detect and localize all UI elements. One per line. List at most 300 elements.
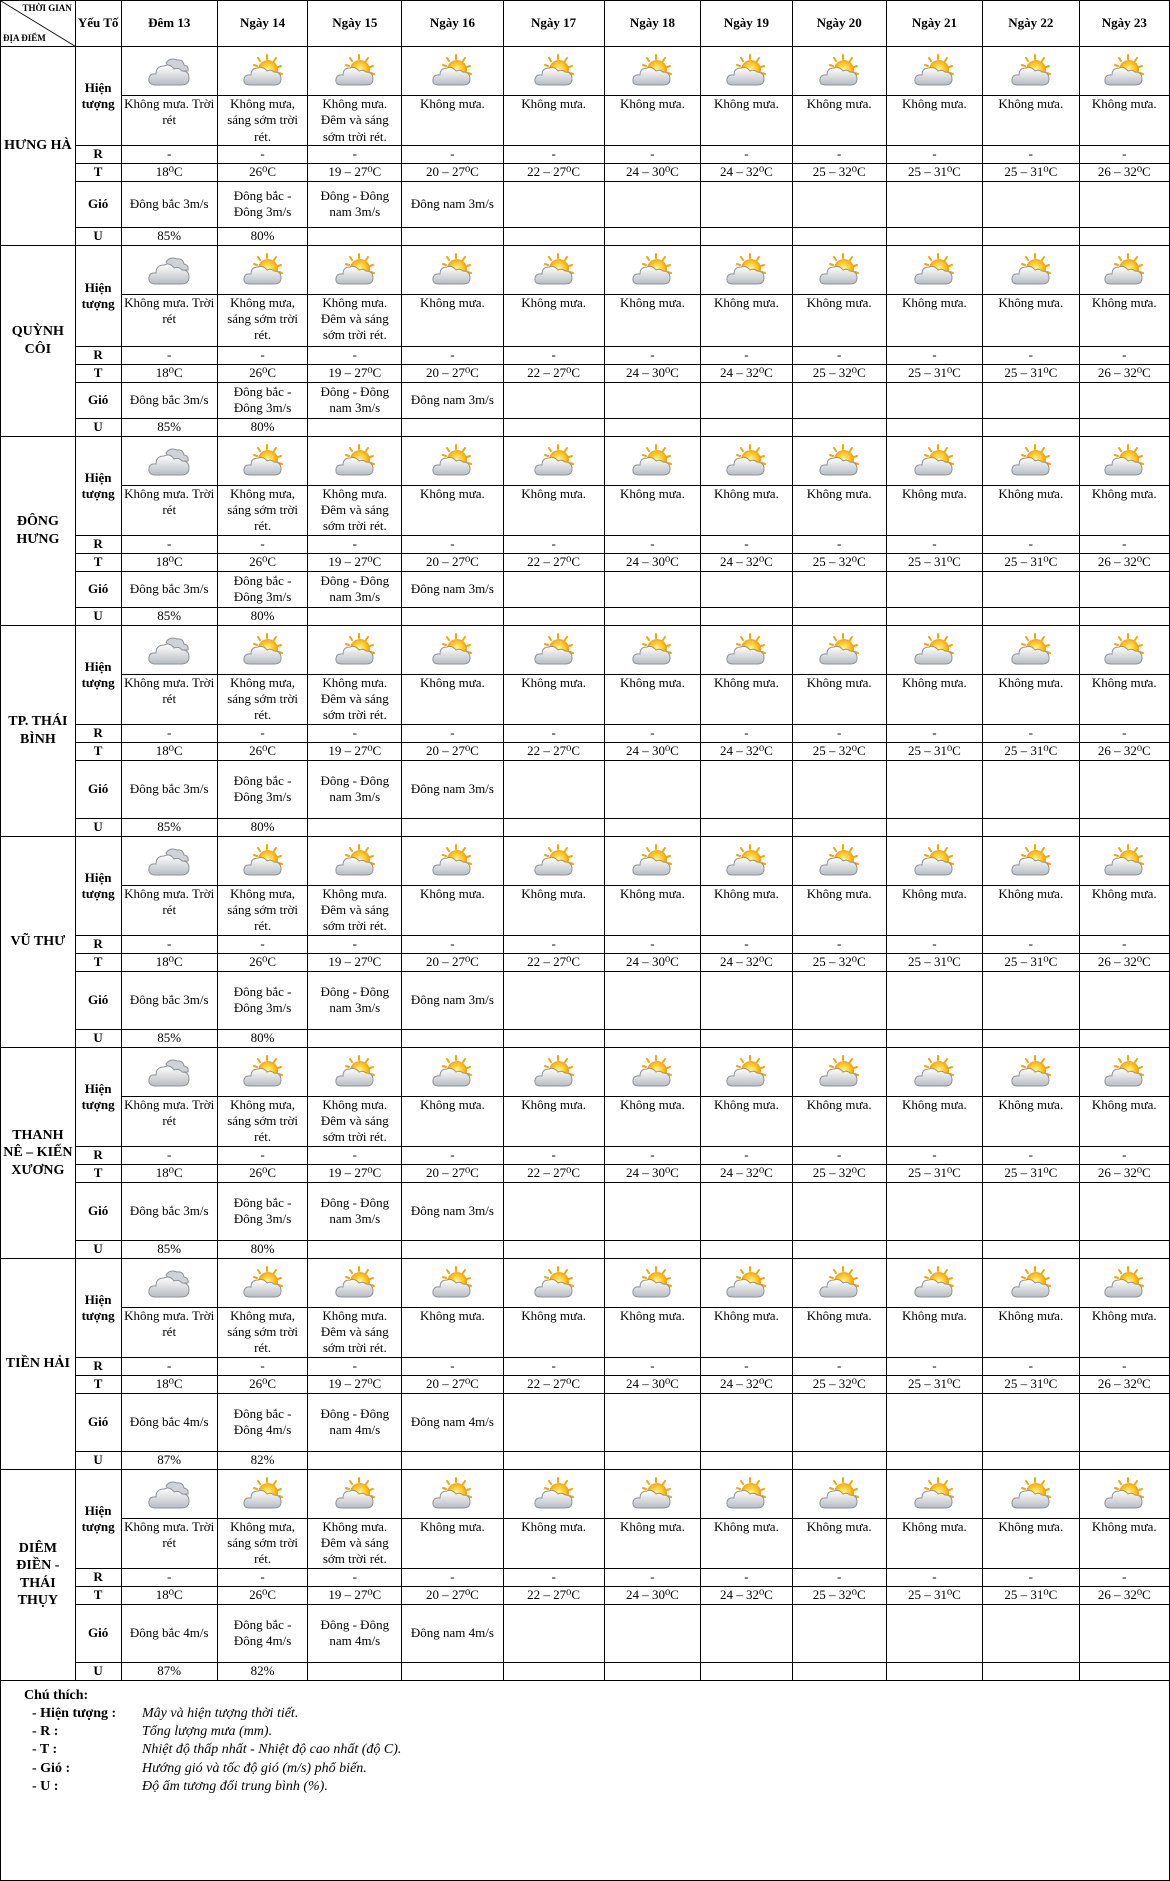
- phenomenon-cell: Không mưa.: [503, 96, 604, 146]
- legend-value: Tổng lượng mưa (mm).: [142, 1724, 273, 1740]
- cloudy-icon: [146, 1054, 192, 1090]
- temp-cell: 22 – 27⁰C: [503, 742, 604, 760]
- phenomenon-cell: Không mưa. Đêm và sáng sớm trời rét.: [308, 1096, 402, 1146]
- partly-sunny-icon: [1008, 632, 1054, 668]
- factor-label-rain: R: [75, 535, 121, 553]
- partly-sunny-icon: [240, 1054, 286, 1090]
- humidity-cell: [701, 1451, 793, 1469]
- phenomenon-cell: Không mưa.: [1079, 885, 1169, 935]
- phenomenon-cell: Không mưa.: [983, 1518, 1079, 1568]
- phenomenon-cell: Không mưa.: [886, 885, 982, 935]
- weather-icon-cell: [503, 836, 604, 885]
- humidity-row: [1, 1451, 1170, 1469]
- station-name: DIÊM ĐIỀN - THÁI THỤY: [1, 1469, 76, 1680]
- partly-sunny-icon: [723, 252, 769, 288]
- rain-cell: -: [1079, 935, 1169, 953]
- phenomenon-cell: Không mưa.: [1079, 1518, 1169, 1568]
- rain-cell: -: [886, 1357, 982, 1375]
- weather-icon-cell: [308, 436, 402, 485]
- rain-cell: -: [1079, 346, 1169, 364]
- phenomenon-cell: Không mưa.: [503, 1096, 604, 1146]
- factor-label-rain: R: [75, 346, 121, 364]
- phenomenon-cell: Không mưa.: [701, 294, 793, 346]
- rain-cell: -: [503, 1568, 604, 1586]
- temp-cell: 24 – 32⁰C: [701, 364, 793, 382]
- humidity-cell: [701, 227, 793, 245]
- wind-cell: [792, 1182, 886, 1240]
- phenomenon-cell: Không mưa.: [701, 1096, 793, 1146]
- temp-cell: 25 – 31⁰C: [886, 553, 982, 571]
- temp-cell: 20 – 27⁰C: [402, 553, 503, 571]
- rain-cell: -: [217, 145, 307, 163]
- phenomenon-cell: Không mưa.: [886, 674, 982, 724]
- wind-cell: [604, 571, 700, 607]
- wind-cell: Đông - Đông nam 3m/s: [308, 1182, 402, 1240]
- factor-label-humidity: U: [75, 418, 121, 436]
- temp-cell: 25 – 32⁰C: [792, 553, 886, 571]
- humidity-cell: [402, 607, 503, 625]
- wind-cell: [604, 971, 700, 1029]
- phenomenon-cell: Không mưa.: [886, 1096, 982, 1146]
- humidity-cell: [604, 1029, 700, 1047]
- station-icon-row: [1, 1469, 1170, 1518]
- wind-cell: [701, 181, 793, 227]
- wind-cell: [1079, 760, 1169, 818]
- legend-value: Mây và hiện tượng thời tiết.: [142, 1705, 299, 1721]
- rain-row: [1, 346, 1170, 364]
- phenomenon-cell: Không mưa, sáng sớm trời rét.: [217, 485, 307, 535]
- temp-cell: 18⁰C: [121, 1375, 217, 1393]
- phenomenon-cell: Không mưa.: [886, 96, 982, 146]
- temp-cell: 19 – 27⁰C: [308, 953, 402, 971]
- rain-cell: -: [217, 935, 307, 953]
- weather-icon-cell: [792, 1258, 886, 1307]
- humidity-row: [1, 818, 1170, 836]
- weather-icon-cell: [701, 1258, 793, 1307]
- phenomenon-cell: Không mưa.: [792, 674, 886, 724]
- factor-label-humidity: U: [75, 1240, 121, 1258]
- temp-cell: 26 – 32⁰C: [1079, 1375, 1169, 1393]
- humidity-cell: [886, 1662, 982, 1680]
- wind-cell: Đông - Đông nam 3m/s: [308, 181, 402, 227]
- humidity-cell: 87%: [121, 1662, 217, 1680]
- temp-cell: 26 – 32⁰C: [1079, 742, 1169, 760]
- temp-cell: 26⁰C: [217, 1586, 307, 1604]
- wind-cell: Đông - Đông nam 3m/s: [308, 571, 402, 607]
- rain-row: [1, 724, 1170, 742]
- weather-icon-cell: [983, 1469, 1079, 1518]
- phenomenon-cell: Không mưa.: [402, 96, 503, 146]
- weather-icon-cell: [217, 47, 307, 96]
- legend-key: - T :: [32, 1742, 58, 1758]
- wind-cell: Đông bắc - Đông 3m/s: [217, 181, 307, 227]
- rain-cell: -: [308, 535, 402, 553]
- factor-label-humidity: U: [75, 607, 121, 625]
- wind-row: [1, 181, 1170, 227]
- partly-sunny-icon: [531, 53, 577, 89]
- day-header: Ngày 18: [604, 1, 700, 47]
- temp-cell: 25 – 31⁰C: [983, 1164, 1079, 1182]
- phenomenon-cell: Không mưa. Trời rét: [121, 485, 217, 535]
- rain-cell: -: [983, 1357, 1079, 1375]
- humidity-cell: [792, 418, 886, 436]
- humidity-cell: 87%: [121, 1451, 217, 1469]
- rain-cell: -: [983, 724, 1079, 742]
- temp-cell: 26 – 32⁰C: [1079, 1164, 1169, 1182]
- humidity-cell: [792, 818, 886, 836]
- phenomenon-cell: Không mưa. Đêm và sáng sớm trời rét.: [308, 485, 402, 535]
- humidity-cell: [1079, 1029, 1169, 1047]
- weather-icon-cell: [604, 625, 700, 674]
- factor-label-wind: Gió: [75, 571, 121, 607]
- humidity-cell: [792, 227, 886, 245]
- weather-icon-cell: [121, 47, 217, 96]
- humidity-cell: 85%: [121, 1029, 217, 1047]
- rain-cell: -: [792, 724, 886, 742]
- humidity-cell: [604, 1451, 700, 1469]
- phenomenon-cell: Không mưa.: [983, 1096, 1079, 1146]
- wind-cell: [701, 1604, 793, 1662]
- partly-sunny-icon: [332, 252, 378, 288]
- partly-sunny-icon: [531, 843, 577, 879]
- partly-cloudy-icon: [911, 252, 957, 288]
- humidity-cell: [792, 607, 886, 625]
- phenomenon-cell: Không mưa.: [604, 1096, 700, 1146]
- humidity-cell: [308, 818, 402, 836]
- partly-sunny-icon: [1008, 1265, 1054, 1301]
- humidity-cell: [503, 607, 604, 625]
- temp-cell: 25 – 32⁰C: [792, 953, 886, 971]
- humidity-cell: [604, 1662, 700, 1680]
- phenomenon-cell: Không mưa.: [886, 1518, 982, 1568]
- partly-sunny-icon: [816, 443, 862, 479]
- humidity-row: [1, 418, 1170, 436]
- humidity-cell: [503, 227, 604, 245]
- humidity-cell: [983, 1662, 1079, 1680]
- rain-cell: -: [983, 935, 1079, 953]
- weather-icon-cell: [308, 47, 402, 96]
- temp-cell: 25 – 31⁰C: [983, 1586, 1079, 1604]
- partly-sunny-icon: [1101, 53, 1147, 89]
- wind-cell: Đông nam 3m/s: [402, 760, 503, 818]
- humidity-cell: [983, 1240, 1079, 1258]
- wind-cell: [1079, 971, 1169, 1029]
- station-name: THANH NÊ – KIẾN XƯƠNG: [1, 1047, 76, 1258]
- factor-label-rain: R: [75, 724, 121, 742]
- partly-sunny-icon: [629, 252, 675, 288]
- rain-cell: -: [886, 145, 982, 163]
- weather-icon-cell: [983, 836, 1079, 885]
- wind-cell: Đông bắc 3m/s: [121, 382, 217, 418]
- rain-cell: -: [308, 1146, 402, 1164]
- day-header: Ngày 21: [886, 1, 982, 47]
- humidity-cell: [886, 418, 982, 436]
- factor-label-temp: T: [75, 364, 121, 382]
- temp-cell: 24 – 30⁰C: [604, 1164, 700, 1182]
- forecast-body: [1, 47, 1170, 1681]
- temp-cell: 20 – 27⁰C: [402, 1164, 503, 1182]
- phenomenon-cell: Không mưa, sáng sớm trời rét.: [217, 1307, 307, 1357]
- rain-cell: -: [217, 1357, 307, 1375]
- partly-sunny-icon: [723, 1054, 769, 1090]
- day-header: Ngày 23: [1079, 1, 1169, 47]
- humidity-cell: [402, 1240, 503, 1258]
- wind-cell: [983, 1604, 1079, 1662]
- phenomenon-cell: Không mưa.: [701, 96, 793, 146]
- partly-cloudy-icon: [429, 1476, 475, 1512]
- weather-icon-cell: [701, 245, 793, 294]
- temp-cell: 25 – 32⁰C: [792, 1375, 886, 1393]
- weather-icon-cell: [701, 625, 793, 674]
- humidity-cell: [503, 1662, 604, 1680]
- phenomenon-cell: Không mưa. Trời rét: [121, 674, 217, 724]
- humidity-cell: [1079, 227, 1169, 245]
- phenomenon-cell: Không mưa, sáng sớm trời rét.: [217, 674, 307, 724]
- temp-cell: 24 – 30⁰C: [604, 364, 700, 382]
- weather-icon-cell: [308, 245, 402, 294]
- partly-sunny-icon: [1008, 1476, 1054, 1512]
- factor-label-phenomenon: Hiện tượng: [75, 1047, 121, 1146]
- wind-row: [1, 1393, 1170, 1451]
- wind-cell: [503, 971, 604, 1029]
- rain-cell: -: [503, 724, 604, 742]
- phenomenon-cell: Không mưa.: [604, 294, 700, 346]
- station-icon-row: [1, 625, 1170, 674]
- temp-cell: 22 – 27⁰C: [503, 364, 604, 382]
- phenomenon-cell: Không mưa.: [1079, 294, 1169, 346]
- weather-icon-cell: [308, 1258, 402, 1307]
- temp-cell: 24 – 32⁰C: [701, 163, 793, 181]
- rain-cell: -: [701, 1146, 793, 1164]
- factor-label-wind: Gió: [75, 1604, 121, 1662]
- wind-cell: Đông bắc 4m/s: [121, 1604, 217, 1662]
- humidity-cell: [886, 818, 982, 836]
- partly-sunny-icon: [629, 1054, 675, 1090]
- phenomenon-cell: Không mưa. Trời rét: [121, 1307, 217, 1357]
- partly-sunny-icon: [816, 1476, 862, 1512]
- partly-sunny-icon: [723, 1476, 769, 1512]
- wind-cell: [792, 382, 886, 418]
- weather-icon-cell: [604, 1258, 700, 1307]
- factor-label-temp: T: [75, 1164, 121, 1182]
- rain-cell: -: [217, 724, 307, 742]
- day-header: Ngày 17: [503, 1, 604, 47]
- phenomenon-cell: Không mưa.: [402, 1096, 503, 1146]
- rain-cell: -: [792, 535, 886, 553]
- partly-sunny-icon: [332, 53, 378, 89]
- temp-cell: 25 – 32⁰C: [792, 364, 886, 382]
- temp-cell: 24 – 30⁰C: [604, 1375, 700, 1393]
- phenomenon-cell: Không mưa. Đêm và sáng sớm trời rét.: [308, 1307, 402, 1357]
- wind-cell: [983, 382, 1079, 418]
- rain-row: [1, 935, 1170, 953]
- factor-label-phenomenon: Hiện tượng: [75, 47, 121, 146]
- weather-icon-cell: [121, 836, 217, 885]
- rain-cell: -: [604, 145, 700, 163]
- factor-label-wind: Gió: [75, 181, 121, 227]
- weather-icon-cell: [402, 1258, 503, 1307]
- wind-cell: Đông bắc - Đông 3m/s: [217, 382, 307, 418]
- weather-icon-cell: [121, 436, 217, 485]
- humidity-cell: 80%: [217, 607, 307, 625]
- phenomenon-row: [1, 1307, 1170, 1357]
- rain-cell: -: [701, 145, 793, 163]
- rain-cell: -: [701, 935, 793, 953]
- humidity-cell: 80%: [217, 227, 307, 245]
- humidity-row: [1, 1029, 1170, 1047]
- humidity-cell: [701, 1662, 793, 1680]
- wind-cell: [503, 181, 604, 227]
- wind-cell: Đông bắc - Đông 3m/s: [217, 971, 307, 1029]
- phenomenon-row: [1, 885, 1170, 935]
- temp-cell: 25 – 31⁰C: [983, 953, 1079, 971]
- rain-cell: -: [886, 1146, 982, 1164]
- station-icon-row: [1, 436, 1170, 485]
- legend-item: [24, 1741, 1170, 1759]
- humidity-row: [1, 1240, 1170, 1258]
- wind-cell: [503, 1393, 604, 1451]
- temp-cell: 25 – 32⁰C: [792, 1586, 886, 1604]
- factor-label-temp: T: [75, 553, 121, 571]
- wind-cell: [604, 1182, 700, 1240]
- partly-sunny-icon: [723, 1265, 769, 1301]
- wind-cell: Đông bắc 3m/s: [121, 760, 217, 818]
- weather-icon-cell: [886, 47, 982, 96]
- humidity-cell: [604, 1240, 700, 1258]
- wind-cell: [983, 571, 1079, 607]
- partly-sunny-icon: [332, 1265, 378, 1301]
- rain-cell: -: [503, 145, 604, 163]
- phenomenon-row: [1, 96, 1170, 146]
- day-header: Ngày 14: [217, 1, 307, 47]
- phenomenon-cell: Không mưa. Trời rét: [121, 1518, 217, 1568]
- wind-row: [1, 971, 1170, 1029]
- phenomenon-cell: Không mưa.: [792, 294, 886, 346]
- partly-sunny-icon: [240, 632, 286, 668]
- phenomenon-cell: Không mưa.: [1079, 485, 1169, 535]
- temp-row: [1, 1164, 1170, 1182]
- legend: [0, 1681, 1170, 1796]
- phenomenon-cell: Không mưa. Đêm và sáng sớm trời rét.: [308, 1518, 402, 1568]
- factor-label-wind: Gió: [75, 1393, 121, 1451]
- phenomenon-row: [1, 485, 1170, 535]
- rain-cell: -: [983, 346, 1079, 364]
- phenomenon-cell: Không mưa.: [886, 1307, 982, 1357]
- rain-cell: -: [886, 346, 982, 364]
- humidity-cell: [1079, 1451, 1169, 1469]
- rain-cell: -: [604, 1568, 700, 1586]
- phenomenon-cell: Không mưa, sáng sớm trời rét.: [217, 885, 307, 935]
- humidity-cell: [503, 1451, 604, 1469]
- wind-cell: Đông nam 4m/s: [402, 1604, 503, 1662]
- phenomenon-cell: Không mưa.: [983, 485, 1079, 535]
- rain-cell: -: [121, 1568, 217, 1586]
- wind-cell: Đông bắc - Đông 3m/s: [217, 760, 307, 818]
- rain-cell: -: [402, 535, 503, 553]
- rain-cell: -: [308, 1568, 402, 1586]
- partly-cloudy-icon: [911, 843, 957, 879]
- rain-cell: -: [217, 346, 307, 364]
- temp-cell: 25 – 31⁰C: [983, 742, 1079, 760]
- humidity-cell: [308, 607, 402, 625]
- weather-icon-cell: [1079, 245, 1169, 294]
- weather-icon-cell: [1079, 1047, 1169, 1096]
- factor-label-wind: Gió: [75, 1182, 121, 1240]
- temp-cell: 25 – 31⁰C: [886, 1375, 982, 1393]
- temp-cell: 18⁰C: [121, 1164, 217, 1182]
- temp-cell: 20 – 27⁰C: [402, 1375, 503, 1393]
- partly-sunny-icon: [1008, 53, 1054, 89]
- rain-cell: -: [792, 346, 886, 364]
- wind-cell: Đông - Đông nam 3m/s: [308, 971, 402, 1029]
- wind-cell: [886, 181, 982, 227]
- phenomenon-cell: Không mưa. Đêm và sáng sớm trời rét.: [308, 885, 402, 935]
- phenomenon-cell: Không mưa.: [983, 96, 1079, 146]
- legend-key: - U :: [32, 1778, 59, 1794]
- factor-label-phenomenon: Hiện tượng: [75, 625, 121, 724]
- temp-cell: 18⁰C: [121, 163, 217, 181]
- rain-cell: -: [701, 346, 793, 364]
- temp-cell: 18⁰C: [121, 553, 217, 571]
- humidity-cell: [983, 1451, 1079, 1469]
- partly-cloudy-icon: [429, 632, 475, 668]
- temp-cell: 25 – 31⁰C: [886, 1164, 982, 1182]
- temp-cell: 26 – 32⁰C: [1079, 953, 1169, 971]
- rain-row: [1, 145, 1170, 163]
- humidity-cell: 80%: [217, 818, 307, 836]
- weather-icon-cell: [217, 436, 307, 485]
- factor-label-wind: Gió: [75, 760, 121, 818]
- wind-row: [1, 382, 1170, 418]
- weather-icon-cell: [1079, 1469, 1169, 1518]
- phenomenon-cell: Không mưa.: [792, 1096, 886, 1146]
- partly-sunny-icon: [240, 843, 286, 879]
- phenomenon-cell: Không mưa.: [1079, 1096, 1169, 1146]
- phenomenon-row: [1, 674, 1170, 724]
- temp-cell: 20 – 27⁰C: [402, 364, 503, 382]
- wind-cell: [503, 1604, 604, 1662]
- partly-sunny-icon: [332, 443, 378, 479]
- partly-sunny-icon: [816, 1265, 862, 1301]
- cloudy-icon: [146, 252, 192, 288]
- humidity-cell: 85%: [121, 418, 217, 436]
- wind-cell: [701, 1182, 793, 1240]
- temp-cell: 26⁰C: [217, 553, 307, 571]
- weather-icon-cell: [503, 625, 604, 674]
- rain-cell: -: [121, 346, 217, 364]
- partly-sunny-icon: [723, 632, 769, 668]
- weather-icon-cell: [701, 1047, 793, 1096]
- wind-cell: Đông bắc 4m/s: [121, 1393, 217, 1451]
- phenomenon-cell: Không mưa.: [886, 485, 982, 535]
- legend-item: [24, 1705, 1170, 1723]
- phenomenon-cell: Không mưa, sáng sớm trời rét.: [217, 96, 307, 146]
- partly-sunny-icon: [531, 1476, 577, 1512]
- phenomenon-cell: Không mưa. Đêm và sáng sớm trời rét.: [308, 674, 402, 724]
- weather-icon-cell: [701, 47, 793, 96]
- temp-cell: 20 – 27⁰C: [402, 163, 503, 181]
- wind-cell: [701, 971, 793, 1029]
- temp-cell: 24 – 32⁰C: [701, 742, 793, 760]
- rain-cell: -: [792, 1568, 886, 1586]
- weather-icon-cell: [983, 1047, 1079, 1096]
- wind-cell: Đông - Đông nam 4m/s: [308, 1604, 402, 1662]
- cloudy-icon: [146, 443, 192, 479]
- legend-value: Độ ẩm tương đối trung bình (%).: [142, 1778, 328, 1794]
- humidity-cell: [604, 818, 700, 836]
- weather-icon-cell: [604, 1047, 700, 1096]
- factor-label-rain: R: [75, 145, 121, 163]
